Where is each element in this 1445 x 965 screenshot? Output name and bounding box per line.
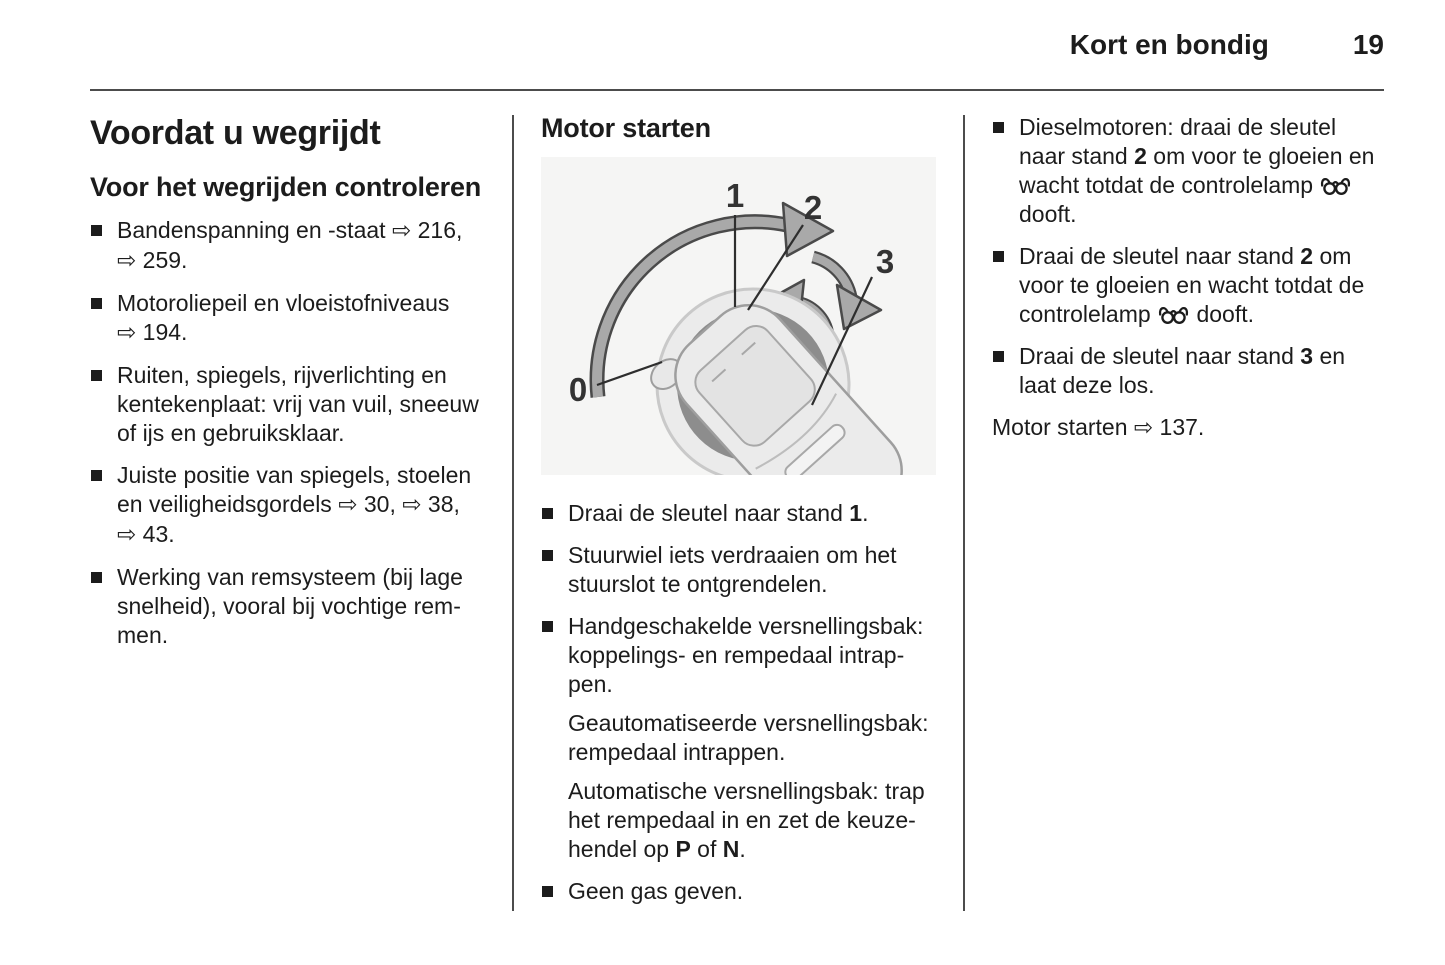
bullet-paragraph <box>568 777 936 864</box>
cross-reference: ⇨ 216, <box>391 217 463 244</box>
bullet-item <box>992 342 1387 400</box>
emphasized-text: 1 <box>849 500 863 526</box>
ignition-key-illustration <box>541 157 936 475</box>
ref-arrow-icon: ⇨ <box>338 492 358 518</box>
bullet-paragraph <box>568 499 936 528</box>
text-run: Automatische versnellingsbak: trap het rempedaal in en zet de keuzehendel op <box>568 778 925 862</box>
text-run: Bandenspanning en -staat <box>117 217 392 243</box>
running-header <box>90 28 1384 62</box>
text-run: . <box>739 836 746 862</box>
section-title: Voordat u wegrijdt <box>90 114 381 152</box>
text-run: Geen gas geven. <box>568 878 744 904</box>
emphasized-text: 2 <box>1134 143 1147 169</box>
key-position-label-1: 1 <box>725 177 745 214</box>
bullet-item <box>992 242 1387 329</box>
column-middle <box>541 113 936 919</box>
checklist-bullets <box>90 216 485 650</box>
ref-arrow-icon: ⇨ <box>117 248 137 274</box>
emphasized-text: P <box>675 836 691 862</box>
emphasized-text: N <box>722 836 740 862</box>
emphasized-text: 3 <box>1300 343 1314 369</box>
start-engine-bullets <box>541 499 936 906</box>
ignition-key-figure <box>541 157 936 475</box>
text-run: Dieselmotoren: draai de sleutel naar stand <box>1019 114 1337 169</box>
bullet-paragraph <box>1019 242 1387 329</box>
bullet-paragraph <box>117 563 485 650</box>
text-run: en laat deze los. <box>1019 343 1346 398</box>
column-left <box>90 113 485 663</box>
bullet-paragraph <box>568 541 936 599</box>
cross-reference: ⇨ 38, <box>402 491 460 518</box>
subsection-title: Motor starten <box>541 113 711 143</box>
bullet-paragraph <box>568 877 936 906</box>
glow-plug-indicator-icon <box>1320 175 1351 196</box>
bullet-paragraph <box>568 612 936 699</box>
bullet-paragraph <box>117 361 485 448</box>
key-position-label-3: 3 <box>875 243 895 280</box>
text-run: Handgeschakelde versnellingsbak: koppelings- en rempedaal intrappen. <box>568 613 924 697</box>
ref-arrow-icon: ⇨ <box>391 218 412 244</box>
text-run: Stuurwiel iets verdraaien om het stuurslot te ontgrendelen. <box>568 542 897 597</box>
header-rule <box>90 89 1384 91</box>
bullet-item <box>90 289 485 348</box>
text-run: Juiste positie van spiegels, stoelen en veiligheidsgordels <box>117 462 472 517</box>
bullet-item <box>992 113 1387 229</box>
text-run: om voor te gloeien en wacht totdat de controlelamp <box>1019 243 1365 327</box>
text-run: Draai de sleutel naar stand <box>568 500 850 526</box>
content-columns <box>90 113 1387 919</box>
bullet-paragraph <box>117 461 485 550</box>
emphasized-text: 2 <box>1300 243 1314 269</box>
bullet-item <box>541 877 936 906</box>
text-run: Draai de sleutel naar stand <box>1019 243 1301 269</box>
cross-reference: ⇨ 137. <box>1133 414 1205 441</box>
cross-reference: ⇨ 194. <box>117 319 188 346</box>
bullet-item <box>90 361 485 448</box>
ref-arrow-icon: ⇨ <box>1133 415 1154 441</box>
bullet-paragraph <box>1019 113 1387 229</box>
bullet-paragraph <box>117 289 485 348</box>
ref-arrow-icon: ⇨ <box>117 320 137 346</box>
bullet-item <box>541 612 936 864</box>
text-run: Geautomatiseerde versnellingsbak: rempedaal intrappen. <box>568 710 929 765</box>
bullet-paragraph <box>117 216 485 276</box>
text-run: Werking van remsysteem (bij lage snelheid), vooral bij vochtige remmen. <box>117 564 463 648</box>
subsection-title: Voor het wegrijden controleren <box>90 172 482 202</box>
page-number: 19 <box>1352 29 1384 60</box>
glow-plug-indicator-icon <box>1158 304 1189 325</box>
text-run: Ruiten, spiegels, rijverlichting en kentekenplaat: vrij van vuil, sneeuw of ijs en gebruiksklaar. <box>117 362 479 446</box>
key-position-label-0: 0 <box>568 371 588 408</box>
cross-reference-line <box>992 413 1387 443</box>
cross-reference: ⇨ 259. <box>117 247 188 274</box>
text-run: Draai de sleutel naar stand <box>1019 343 1301 369</box>
bullet-paragraph <box>568 709 936 767</box>
text-run: Motor starten <box>992 414 1134 440</box>
text-run: Motoroliepeil en vloeistofniveaus <box>117 290 450 316</box>
ref-arrow-icon: ⇨ <box>117 522 137 548</box>
cross-reference: ⇨ 30, <box>338 491 396 518</box>
bullet-item <box>541 499 936 528</box>
bullet-item <box>541 541 936 599</box>
diesel-start-bullets <box>992 113 1387 400</box>
text-run: om voor te gloeien en wacht totdat de controlelamp <box>1019 143 1375 198</box>
bullet-item <box>90 461 485 550</box>
text-run: dooft. <box>1019 201 1077 227</box>
bullet-item <box>90 563 485 650</box>
ref-arrow-icon: ⇨ <box>402 492 422 518</box>
column-divider <box>963 115 965 911</box>
key-position-label-2: 2 <box>803 189 823 226</box>
column-divider <box>512 115 514 911</box>
text-run: . <box>862 500 869 526</box>
cross-reference: ⇨ 43. <box>117 521 175 548</box>
text-run: of <box>690 836 723 862</box>
text-run: dooft. <box>1190 301 1255 327</box>
chapter-title: Kort en bondig <box>1069 29 1269 60</box>
bullet-item <box>90 216 485 276</box>
bullet-paragraph <box>1019 342 1387 400</box>
column-right <box>992 113 1387 443</box>
